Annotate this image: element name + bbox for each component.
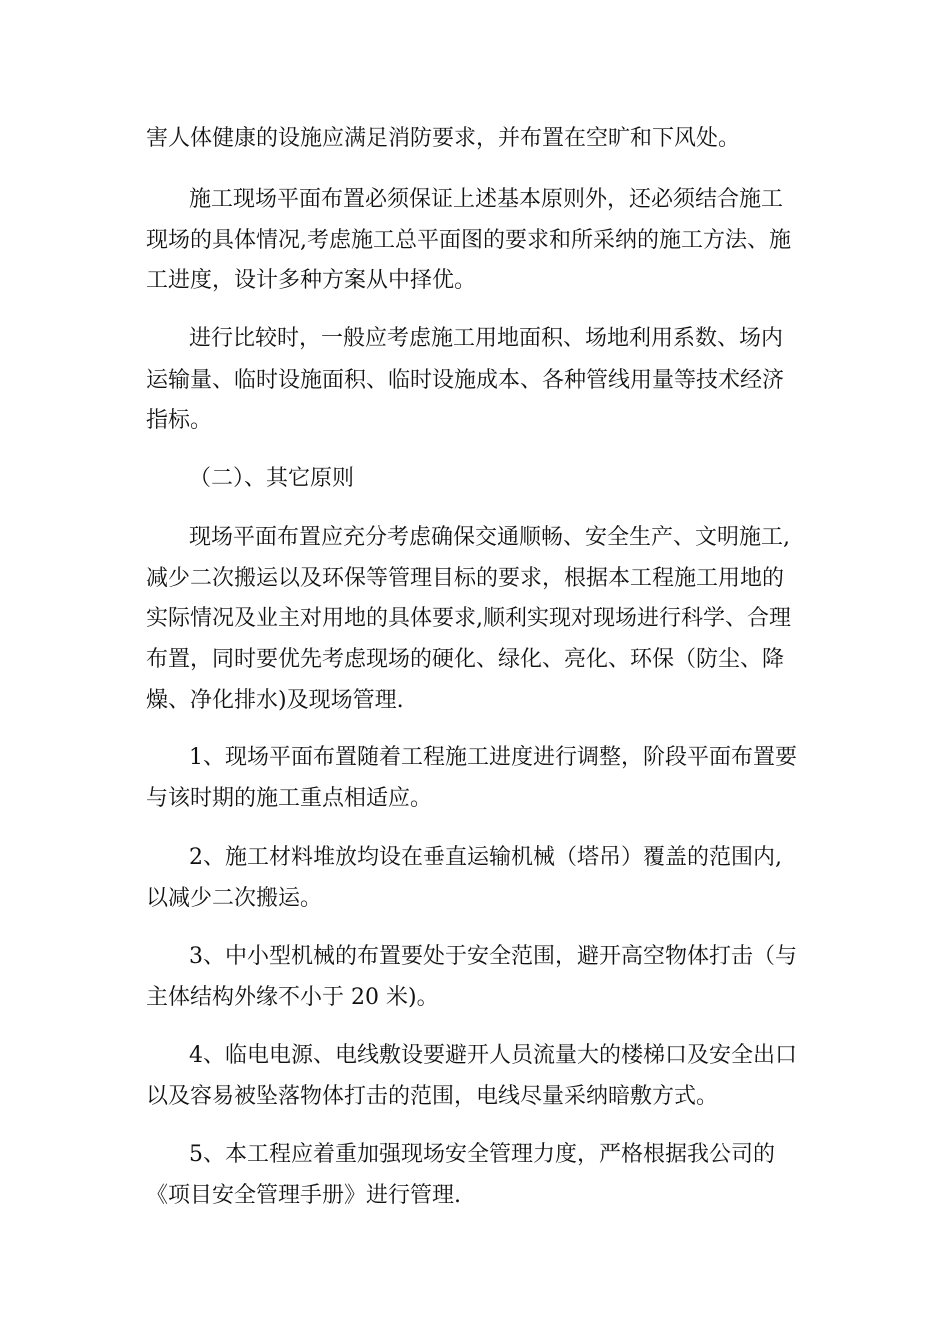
text-line: 害人体健康的设施应满足消防要求，并布置在空旷和下风处。: [146, 126, 741, 151]
text-line: 布置，同时要优先考虑现场的硬化、绿化、亮化、环保（防尘、降: [146, 647, 785, 672]
text-line: 现场平面布置应充分考虑确保交通顺畅、安全生产、文明施工,: [189, 525, 790, 550]
text-line: 进行比较时，一般应考虑施工用地面积、场地利用系数、场内: [189, 326, 784, 351]
text-line: 4、临电电源、电线敷设要避开人员流量大的楼梯口及安全出口: [189, 1043, 797, 1068]
text-line: 指标。: [146, 408, 213, 433]
text-line: 3、中小型机械的布置要处于安全范围，避开高空物体打击（与: [189, 944, 797, 969]
text-line: 《项目安全管理手册》进行管理.: [146, 1183, 461, 1208]
text-line: 与该时期的施工重点相适应。: [146, 786, 433, 811]
text-line: 以及容易被坠落物体打击的范围，电线尽量采纳暗敷方式。: [146, 1084, 719, 1109]
text-line: 实际情况及业主对用地的具体要求,顺利实现对现场进行科学、合理: [146, 606, 791, 631]
text-line: 施工现场平面布置必须保证上述基本原则外，还必须结合施工: [189, 187, 784, 212]
text-line: 减少二次搬运以及环保等管理目标的要求，根据本工程施工用地的: [146, 566, 785, 591]
text-line: 工进度，设计多种方案从中择优。: [146, 268, 477, 293]
section-heading-text: （二）、其它原则: [189, 466, 355, 491]
text-line: 5、本工程应着重加强现场安全管理力度，严格根据我公司的: [189, 1142, 775, 1167]
text-line: 主体结构外缘不小于 20 米)。: [146, 985, 439, 1010]
text-line: 2、施工材料堆放均设在垂直运输机械（塔吊）覆盖的范围内,: [189, 845, 782, 870]
text-line: 燥、净化排水)及现场管理.: [146, 688, 404, 713]
text-line: 运输量、临时设施面积、临时设施成本、各种管线用量等技术经济: [146, 368, 785, 393]
text-line: 以减少二次搬运。: [146, 886, 323, 911]
text-line: 1、现场平面布置随着工程施工进度进行调整，阶段平面布置要: [189, 745, 797, 770]
text-line: 现场的具体情况,考虑施工总平面图的要求和所采纳的施工方法、施: [146, 228, 791, 253]
